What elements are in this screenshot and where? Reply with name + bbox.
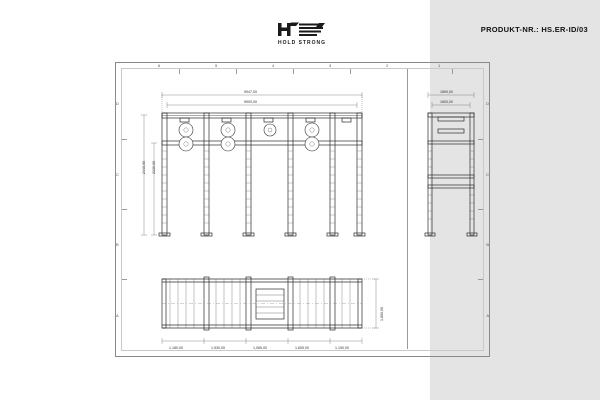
frame-tick-top-5: [236, 69, 237, 74]
logo-wordmark: HOLD STRONG: [278, 39, 326, 46]
frame-tick-top-3: [350, 69, 351, 74]
frame-tick-top-4: [293, 69, 294, 74]
dim-side-overall-top: 1890,00: [440, 90, 453, 94]
dim-plan-depth-right: 1,800,00: [380, 307, 384, 321]
frame-row-label-d: D: [116, 101, 119, 106]
product-number-label: PRODUKT-NR.: HS.ER-ID/03: [480, 25, 588, 34]
brand-logo: [264, 18, 340, 48]
dim-side-overall-second: 1800,00: [440, 100, 453, 104]
frame-tick-top-6: [179, 69, 180, 74]
frame-col-label-4: 4: [272, 63, 275, 68]
hold-strong-logo-icon: [276, 21, 328, 38]
frame-col-label-1: 1: [438, 63, 441, 68]
frame-row-label-c: C: [116, 172, 119, 177]
frame-tick-left-b: [122, 279, 127, 280]
dim-plan-seg-5: 1,190,00: [335, 346, 349, 350]
frame-row-label-c-right: C: [486, 172, 489, 177]
drawing-frame-inner: [116, 63, 489, 351]
dim-front-overall-top: 5947,00: [244, 90, 257, 94]
dim-plan-seg-2: 1,530,00: [211, 346, 225, 350]
dim-front-height-left: 2440,00: [142, 161, 146, 174]
frame-tick-top-2: [407, 69, 408, 74]
frame-tick-top-1: [452, 69, 453, 74]
side-elevation-view: [418, 89, 488, 254]
frame-col-label-6: 6: [158, 63, 161, 68]
frame-row-label-d-right: D: [486, 101, 489, 106]
frame-row-label-b-right: B: [486, 242, 489, 247]
frame-row-label-b: B: [116, 242, 119, 247]
frame-col-label-5: 5: [215, 63, 218, 68]
frame-col-label-2: 2: [386, 63, 389, 68]
drawing-frame: [115, 62, 490, 357]
dim-front-height-left-2: 2130,00: [152, 161, 156, 174]
frame-col-label-3: 3: [329, 63, 332, 68]
dim-plan-seg-4: 1,605,00: [295, 346, 309, 350]
frame-tick-left-c: [122, 209, 127, 210]
frame-row-label-a: A: [116, 313, 119, 318]
dim-plan-seg-3: 1,065,00: [253, 346, 267, 350]
top-plan-view: [130, 259, 420, 349]
dim-front-overall-second: 5900,00: [244, 100, 257, 104]
dim-plan-seg-1: 1,180,00: [169, 346, 183, 350]
front-elevation-view: [130, 89, 420, 254]
frame-row-label-a-right: A: [486, 313, 489, 318]
frame-tick-right-b: [478, 279, 483, 280]
frame-tick-left-d: [122, 139, 127, 140]
